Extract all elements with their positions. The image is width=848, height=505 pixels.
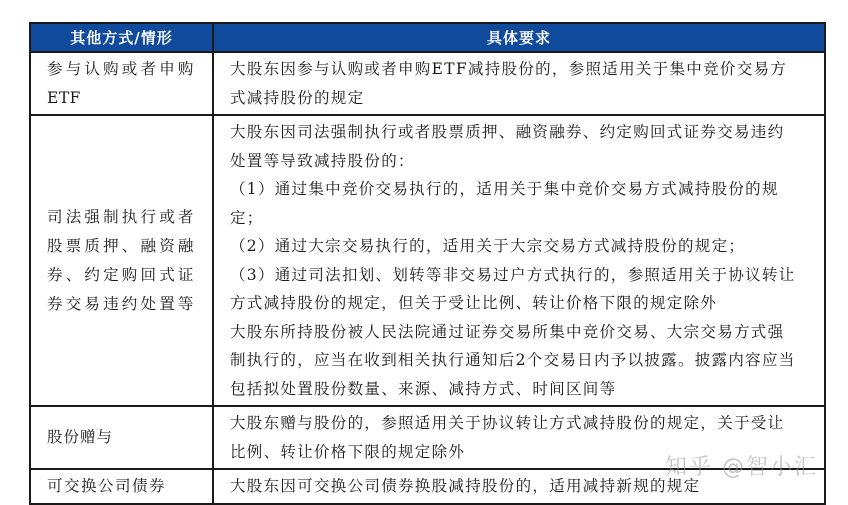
table-row [30, 52, 825, 115]
situation-line: 股票质押、融资融 [47, 236, 197, 255]
situation-line: 股份赠与 [47, 428, 114, 446]
situation-line: 券、约定购回式证 [47, 265, 197, 284]
requirement-line: 大股东因可交换公司债券换股减持股份的，适用减持新规的规定 [230, 477, 701, 495]
requirement-line: 制执行的，应当在收到相关执行通知后2个交易日内予以披露。披露内容应当 [230, 351, 796, 369]
rules-table [29, 22, 826, 505]
requirement-cell [213, 469, 825, 504]
requirement-line: 比例、转让价格下限的规定除外 [230, 442, 466, 461]
rules-table-container [29, 22, 824, 505]
requirement-line: 大股东所持股份被人民法院通过证券交易所集中竞价交易、大宗交易方式强 [230, 322, 785, 341]
situation-line: 参与认购或者申购 [47, 59, 197, 78]
requirement-line: （3）通过司法扣划、划转等非交易过户方式执行的，参照适用关于协议转让 [230, 265, 796, 284]
table-row [30, 115, 825, 406]
situation-line: 司法强制执行或者 [47, 207, 197, 226]
requirement-line: 处置等导致减持股份的： [230, 151, 415, 170]
situation-cell [30, 469, 213, 504]
table-row [30, 406, 825, 469]
requirement-cell [213, 115, 825, 406]
requirement-cell [213, 52, 825, 115]
watermark-text: 知乎 @智小汇 [665, 455, 818, 480]
table-row [30, 469, 825, 504]
situation-line: 券交易违约处置等 [47, 294, 197, 313]
requirement-line: 定； [230, 208, 264, 227]
requirement-line: 式减持股份的规定 [230, 88, 365, 107]
header-requirement: 具体要求 [213, 23, 825, 52]
situation-cell [30, 52, 213, 115]
requirement-line: 大股东赠与股份的，参照适用关于协议转让方式减持股份的规定，关于受让 [230, 414, 785, 432]
requirement-line: （2）通过大宗交易执行的，适用关于大宗交易方式减持股份的规定； [230, 237, 746, 255]
situation-cell [30, 115, 213, 406]
situation-line: 可交换公司债券 [47, 476, 167, 495]
requirement-line: 大股东因司法强制执行或者股票质押、融资融券、约定购回式证券交易违约 [230, 123, 785, 141]
requirement-line: 包括拟处置股份数量、来源、减持方式、时间区间等 [230, 379, 617, 398]
requirement-cell [213, 406, 825, 469]
header-situation: 其他方式/情形 [30, 23, 213, 52]
situation-cell [30, 406, 213, 469]
requirement-line: 大股东因参与认购或者申购ETF减持股份的，参照适用关于集中竞价交易方 [230, 60, 788, 78]
requirement-line: 方式减持股份的规定，但关于受让比例、转让价格下限的规定除外 [230, 294, 718, 312]
requirement-line: （1）通过集中竞价交易执行的，适用关于集中竞价交易方式减持股份的规 [230, 180, 779, 198]
table-header-row [30, 23, 825, 52]
situation-line: ETF [47, 88, 81, 107]
